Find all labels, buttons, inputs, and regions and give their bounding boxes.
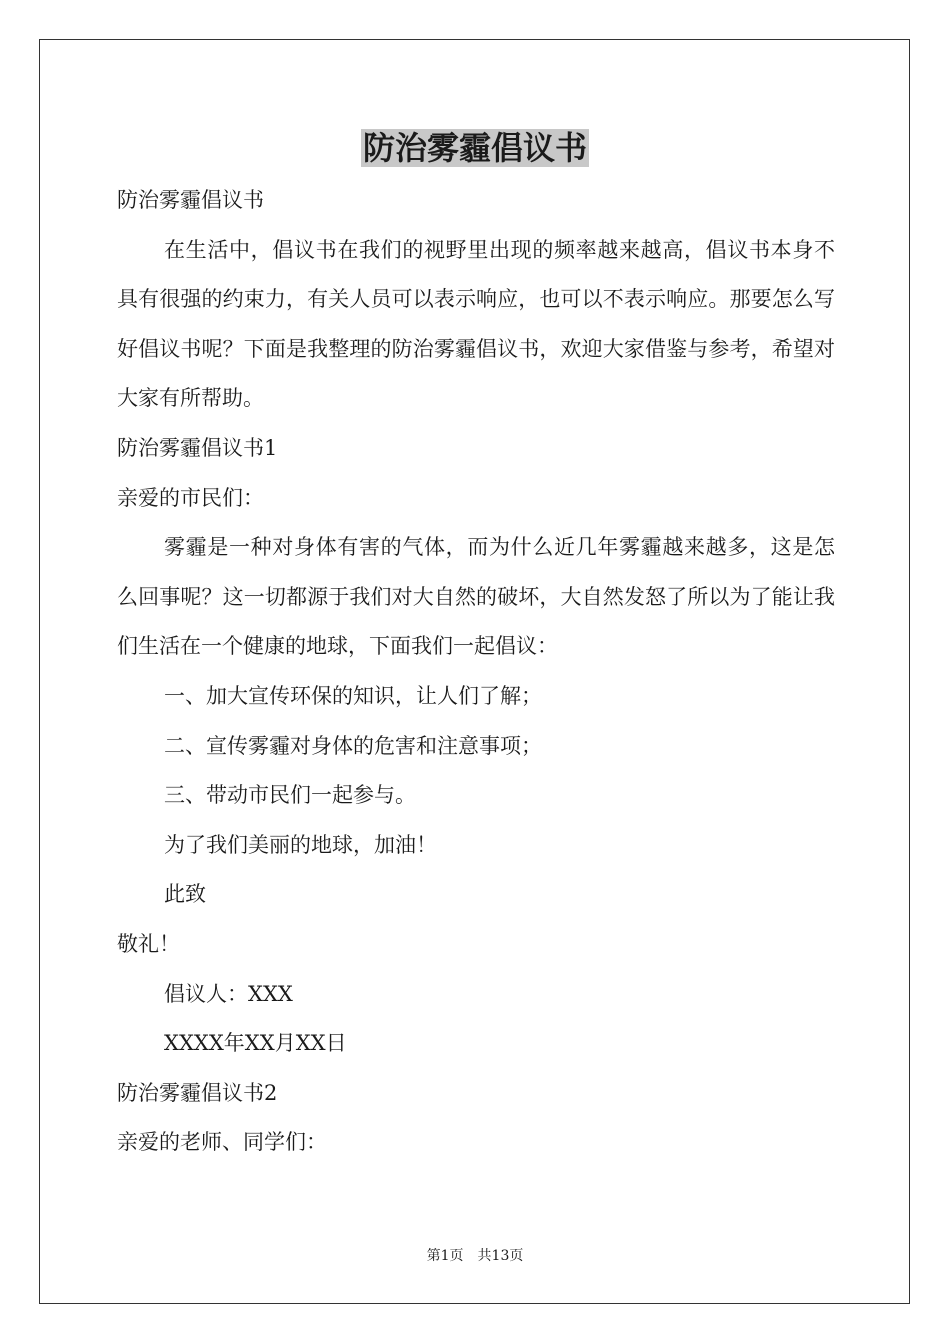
document-body	[117, 176, 835, 1168]
salutation-1: 亲爱的市民们：	[117, 485, 264, 510]
document-title-text: 防治雾霾倡议书	[362, 129, 587, 167]
closing-line: 为了我们美丽的地球，加油！	[164, 832, 437, 857]
list-item-2: 二、宣传雾霾对身体的危害和注意事项；	[164, 733, 542, 758]
page-number: 第1页 共13页	[426, 1248, 524, 1264]
section-heading-1: 防治雾霾倡议书1	[117, 435, 278, 460]
intro-paragraph: 在生活中，倡议书在我们的视野里出现的频率越来越高，倡议书本身不具有很强的约束力，有关人员可以表示响应，也可以不表示响应。那要怎么写好倡议书呢？下面是我整理的防治雾霾倡议书，欢迎大家借鉴与参考，希望对大家有所帮助。	[117, 237, 835, 411]
list-item-3: 三、带动市民们一起参与。	[164, 783, 416, 808]
closing-salute: 此致	[164, 882, 206, 907]
document-title	[0, 124, 950, 172]
section-heading-2: 防治雾霾倡议书2	[117, 1080, 278, 1105]
salutation-2: 亲爱的老师、同学们：	[117, 1130, 327, 1155]
closing-regards: 敬礼！	[117, 931, 180, 956]
subtitle-line: 防治雾霾倡议书	[117, 188, 264, 212]
list-item-1: 一、加大宣传环保的知识，让人们了解；	[164, 683, 542, 708]
body-paragraph: 雾霾是一种对身体有害的气体，而为什么近几年雾霾越来越多，这是怎么回事呢？这一切都源于我们对大自然的破坏，大自然发怒了所以为了能让我们生活在一个健康的地球，下面我们一起倡议：	[117, 535, 835, 659]
signature-line: 倡议人：XXX	[164, 981, 293, 1006]
date-line: XXXX年XX月XX日	[164, 1031, 347, 1056]
